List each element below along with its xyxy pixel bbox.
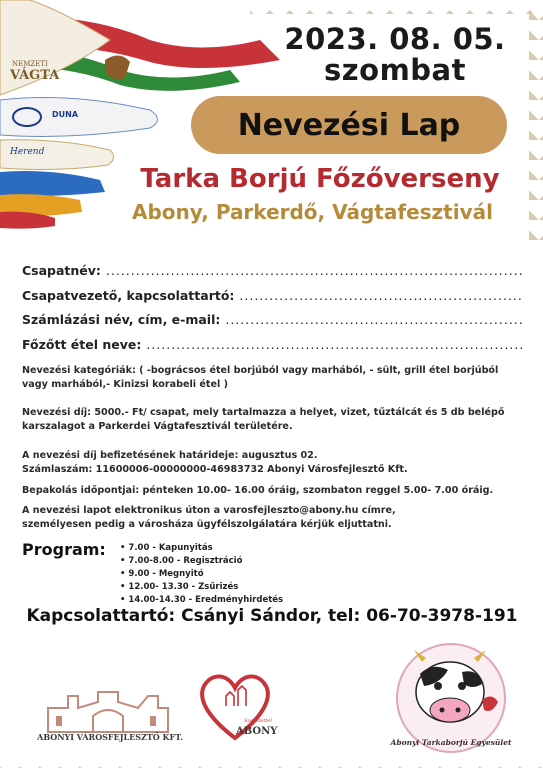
event-date [265, 24, 525, 86]
team-leader-field[interactable]: Csapatvezető, kapcsolattartó: ..... [22, 288, 522, 303]
program-item: • 12.00- 13.30 - Zsűrizés [120, 581, 283, 594]
dish-name-field[interactable]: Főzőtt étel neve: ..... [22, 337, 522, 352]
program-list [120, 542, 283, 607]
submit-text-2: személyesen pedig a városháza ügyfélszolgálatára kérjük eljuttatni. [22, 519, 392, 530]
program-label: Program: [22, 540, 106, 559]
contact-line: Kapcsolattartó: Csányi Sándor, tel: 06-70-3978-191 [26, 606, 518, 626]
abony-building-logo-icon [38, 688, 178, 734]
date-text: 2023. 08. 05. [284, 22, 506, 56]
heart-logo-text: ABONY [236, 726, 278, 737]
vagta-small-text: NEMZETI [12, 60, 48, 68]
program-item: • 14.00-14.30 - Eredményhirdetés [120, 594, 283, 607]
duna-logo-icon [12, 107, 42, 127]
submit-text-1: A nevezési lapot elektronikus úton a varosfejleszto@abony.hu címre, [22, 505, 396, 516]
event-location: Abony, Parkerdő, Vágtafesztivál [132, 200, 493, 224]
account-text: Számlaszám: 11600006-00000000-46983732 Abonyi Városfejlesztő Kft. [22, 464, 408, 475]
abony-kft-logo-text: ABONYI VÁROSFEJLESZTŐ KFT. [37, 732, 183, 742]
heart-logo-small-text: Szeretettel [244, 718, 272, 724]
event-title: Tarka Borjú Főzőverseny [140, 164, 500, 194]
form-title-pill [191, 96, 507, 154]
billing-field[interactable]: Számlázási név, cím, e-mail: ..... [22, 312, 522, 327]
program-item: • 7.00-8.00 - Regisztráció [120, 555, 283, 568]
program-item: • 9.00 - Megnyitó [120, 568, 283, 581]
form-title: Nevezési Lap [237, 107, 461, 143]
cow-logo-text: Abonyi Tarkaborjú Egyesület [390, 738, 512, 747]
top-border-pattern [250, 0, 543, 14]
team-name-field[interactable]: Csapatnév: ..... [22, 263, 522, 278]
fee-text: Nevezési díj: 5000.- Ft/ csapat, mely tartalmazza a helyet, vizet, tűztálcát és 5 db belépő karszalagot a Parkerdei Vágtafesztivál területére. [22, 407, 505, 432]
weekday-text: szombat [324, 53, 466, 87]
duna-logo-text: DUNA [52, 110, 79, 119]
herend-logo-text: Herend [10, 147, 45, 157]
setup-text: Bepakolás időpontjai: pénteken 10.00- 16.00 óráig, szombaton reggel 5.00- 7.00 óráig. [22, 485, 494, 496]
vagta-logo-text: VÁGTA [10, 68, 60, 83]
program-item: • 7.00 - Kapunyitás [120, 542, 283, 555]
deadline-text: A nevezési díj befizetésének határideje: augusztus 02. [22, 450, 318, 461]
categories-text: Nevezési kategóriák: ( -bográcsos étel borjúból vagy marhából, - sült, grill étel borjúból vagy marhából,- Kinizsi korabeli étel ) [22, 365, 499, 390]
